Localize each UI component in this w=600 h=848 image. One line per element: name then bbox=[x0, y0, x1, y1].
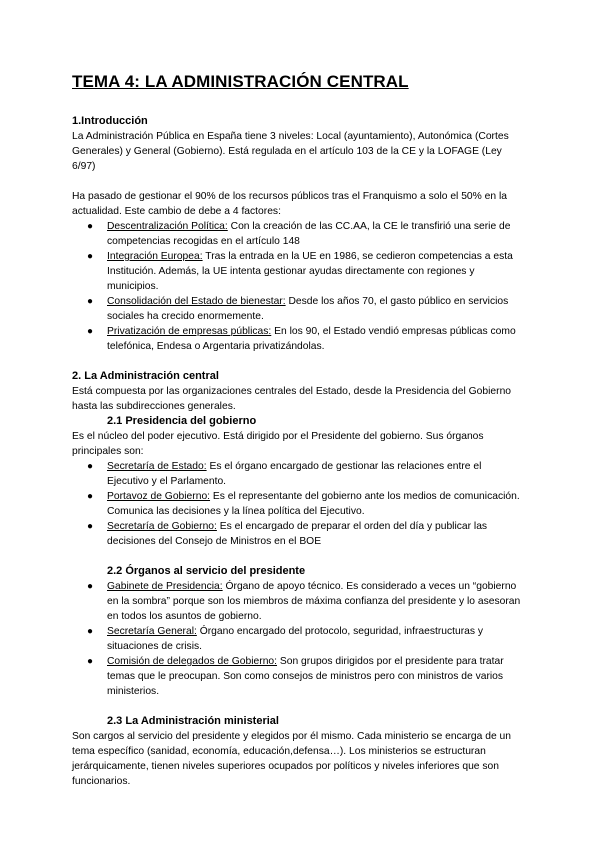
section-heading-admin-central: 2. La Administración central bbox=[72, 370, 219, 382]
list-item bbox=[87, 459, 524, 489]
organ-list bbox=[72, 579, 524, 699]
list-item bbox=[87, 579, 524, 624]
list-term: Gabinete de Presidencia: bbox=[107, 581, 223, 592]
bullet-icon: ● bbox=[87, 491, 94, 502]
list-term: Secretaría de Estado: bbox=[107, 461, 207, 472]
paragraph: Ha pasado de gestionar el 90% de los recursos públicos tras el Franquismo a solo el 50% en la actualidad. Este cambio de debe a 4 factores: bbox=[72, 191, 508, 217]
bullet-icon: ● bbox=[87, 251, 94, 262]
list-term: Comisión de delegados de Gobierno: bbox=[107, 656, 278, 667]
list-text: Órgano de apoyo técnico. Es considerado a veces un “gobierno en la sombra” porque son los miembros de máxima confianza del presidente y lo asesoran en todos los asuntos de gobierno. bbox=[107, 581, 521, 622]
organ-list bbox=[72, 459, 524, 549]
bullet-icon: ● bbox=[87, 221, 94, 232]
subsection-heading-organos: 2.2 Órganos al servicio del presidente bbox=[107, 565, 306, 577]
list-item bbox=[87, 654, 524, 699]
subsection-heading-presidencia: 2.1 Presidencia del gobierno bbox=[107, 415, 257, 427]
list-term: Consolidación del Estado de bienestar: bbox=[107, 296, 286, 307]
bullet-icon: ● bbox=[87, 626, 94, 637]
list-item bbox=[87, 519, 524, 549]
list-term: Secretaría General: bbox=[107, 626, 197, 637]
list-text: Es el representante del gobierno ante los medios de comunicación. Comunica las decisiones y la línea política del Ejecutivo. bbox=[107, 491, 520, 517]
list-text: Es el órgano encargado de gestionar las relaciones entre el Ejecutivo y el Parlamento. bbox=[107, 461, 482, 487]
list-text: Órgano encargado del protocolo, seguridad, infraestructuras y situaciones de crisis. bbox=[107, 626, 484, 652]
list-text: En los 90, el Estado vendió empresas públicas como telefónica, Endesa o Argentaria privatizándolas. bbox=[107, 326, 516, 352]
document-page bbox=[72, 70, 524, 789]
paragraph: Son cargos al servicio del presidente y elegidos por él mismo. Cada ministerio se encarga de un tema específico (sanidad, economía, educación,defensa…). Los ministerios se estructuran jerárquicamente, tienen niveles superiores ocupados por políticos y niveles inferiores que son funcionarios. bbox=[72, 731, 511, 787]
list-text: Con la creación de las CC.AA, la CE le transfirió una serie de competencias recogidas en el artículo 148 bbox=[107, 221, 511, 247]
list-item bbox=[87, 294, 524, 324]
list-term: Portavoz de Gobierno: bbox=[107, 491, 211, 502]
list-item bbox=[87, 249, 524, 294]
bullet-icon: ● bbox=[87, 296, 94, 307]
list-term: Privatización de empresas públicas: bbox=[107, 326, 272, 337]
bullet-icon: ● bbox=[87, 581, 94, 592]
paragraph: La Administración Pública en España tiene 3 niveles: Local (ayuntamiento), Autonómica (Cortes Generales) y General (Gobierno). Está regulada en el artículo 103 de la CE y la LOFAGE (Ley 6/97) bbox=[72, 131, 509, 172]
list-text: Tras la entrada en la UE en 1986, se cedieron competencias a esta Institución. Además, la UE intenta gestionar ayudas directamente con regiones y municipios. bbox=[107, 251, 513, 292]
section-heading-intro: 1.Introducción bbox=[72, 115, 148, 127]
bullet-icon: ● bbox=[87, 326, 94, 337]
list-term: Integración Europea: bbox=[107, 251, 203, 262]
list-item bbox=[87, 219, 524, 249]
bullet-icon: ● bbox=[87, 461, 94, 472]
factor-list bbox=[72, 219, 524, 354]
list-item bbox=[87, 624, 524, 654]
list-text: Es el encargado de preparar el orden del día y publicar las decisiones del Consejo de Ministros en el BOE bbox=[107, 521, 488, 547]
list-text: Son grupos dirigidos por el presidente para tratar temas que le preocupan. Son como consejos de ministros pero con ministros de varios ministerios. bbox=[107, 656, 504, 697]
paragraph: Es el núcleo del poder ejecutivo. Está dirigido por el Presidente del gobierno. Sus órganos principales son: bbox=[72, 431, 484, 457]
list-text: Desde los años 70, el gasto público en servicios sociales ha crecido enormemente. bbox=[107, 296, 509, 322]
page-title: TEMA 4: LA ADMINISTRACIÓN CENTRAL bbox=[72, 72, 409, 91]
list-term: Secretaría de Gobierno: bbox=[107, 521, 217, 532]
bullet-icon: ● bbox=[87, 521, 94, 532]
list-item bbox=[87, 489, 524, 519]
subsection-heading-ministerial: 2.3 La Administración ministerial bbox=[107, 715, 279, 727]
list-item bbox=[87, 324, 524, 354]
paragraph: Está compuesta por las organizaciones centrales del Estado, desde la Presidencia del Gobierno hasta las subdirecciones generales. bbox=[72, 386, 512, 412]
list-term: Descentralización Política: bbox=[107, 221, 228, 232]
bullet-icon: ● bbox=[87, 656, 94, 667]
